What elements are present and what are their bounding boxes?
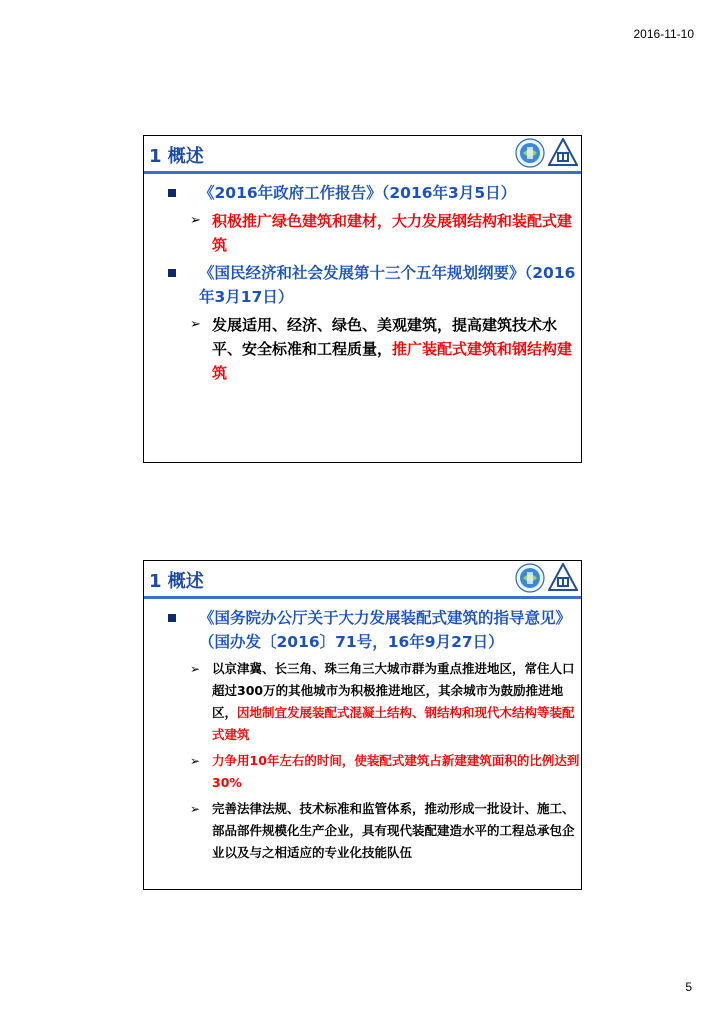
slide-header <box>144 561 581 596</box>
arrow-bullet-icon: ➢ <box>190 802 201 816</box>
sub-item-text: 以京津冀、长三角、珠三角三大城市群为重点推进地区，常住人口超过300万的其他城市为积极推进地区，其余城市为鼓励推进地区， <box>212 661 575 720</box>
slide-2 <box>143 560 582 890</box>
slide-title: 1 概述 <box>149 146 204 167</box>
page-date: 2016-11-10 <box>633 27 694 41</box>
item-text: 《2016年政府工作报告》（2016年3月5日） <box>199 184 517 202</box>
square-bullet-icon <box>168 269 176 277</box>
sub-item-text: 力争用10年左右的时间，使装配式建筑占新建建筑面积的比例达到30% <box>212 753 580 790</box>
list-item <box>144 181 581 205</box>
arrow-bullet-icon: ➢ <box>190 213 201 228</box>
square-bullet-icon <box>168 614 176 622</box>
globe-logo-icon <box>515 138 545 168</box>
sub-item-highlight: 因地制宜发展装配式混凝土结构、钢结构和现代木结构等装配式建筑 <box>212 705 575 742</box>
logo-group <box>515 138 578 168</box>
sub-list-item <box>144 313 581 385</box>
arrow-bullet-icon: ➢ <box>190 754 201 768</box>
slide-title: 1 概述 <box>149 571 204 592</box>
sub-item-text: 积极推广绿色建筑和建材，大力发展钢结构和装配式建筑 <box>212 212 573 254</box>
title-rule <box>144 596 581 599</box>
building-logo-icon <box>548 563 578 593</box>
title-rule <box>144 171 581 174</box>
list-item <box>144 606 581 654</box>
globe-logo-icon <box>515 563 545 593</box>
sub-list-item <box>144 798 581 864</box>
building-logo-icon <box>548 138 578 168</box>
list-item <box>144 261 581 309</box>
logo-group <box>515 563 578 593</box>
sub-item-text: 发展适用、经济、绿色、美观建筑，提高建筑技术水平、安全标准和工程质量， <box>212 316 558 358</box>
slide-body <box>144 181 581 389</box>
slide-1 <box>143 135 582 463</box>
sub-list-item <box>144 750 581 794</box>
item-text: 《国民经济和社会发展第十三个五年规划纲要》（2016年3月17日） <box>199 264 576 306</box>
slide-header <box>144 136 581 171</box>
sub-list-item <box>144 209 581 257</box>
square-bullet-icon <box>168 189 176 197</box>
arrow-bullet-icon: ➢ <box>190 317 201 332</box>
arrow-bullet-icon: ➢ <box>190 662 201 676</box>
sub-list-item <box>144 658 581 746</box>
item-text: 《国务院办公厅关于大力发展装配式建筑的指导意见》（国办发〔2016〕71号，16年9月27日） <box>199 609 572 651</box>
slide-body <box>144 606 581 868</box>
sub-item-highlight: 推广装配式建筑和钢结构建筑 <box>212 340 573 382</box>
sub-item-text: 完善法律法规、技术标准和监管体系，推动形成一批设计、施工、部品部件规模化生产企业，具有现代装配建造水平的工程总承包企业以及与之相适应的专业化技能队伍 <box>212 801 575 860</box>
page-number: 5 <box>685 980 692 994</box>
